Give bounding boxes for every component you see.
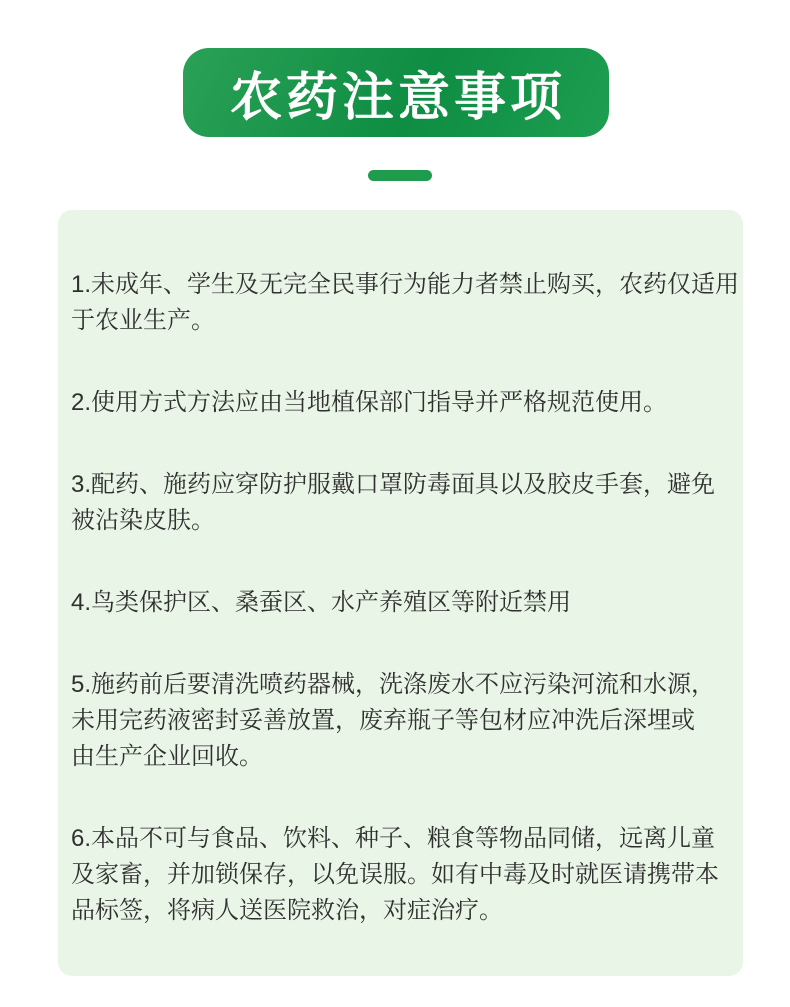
notice-line: 被沾染皮肤。 (71, 507, 215, 534)
notice-line: 5.施药前后要清洗喷药器械，洗涤废水不应污染河流和水源， (71, 671, 716, 698)
page-title: 农药注意事项 (229, 69, 566, 127)
notice-line: 由生产企业回收。 (71, 743, 263, 770)
notice-line: 1.未成年、学生及无完全民事行为能力者禁止购买，农药仅适用 (71, 271, 740, 298)
notice-line: 4.鸟类保护区、桑蚕区、水产养殖区等附近禁用 (71, 589, 572, 616)
notice-line: 未用完药液密封妥善放置，废弃瓶子等包材应冲洗后深埋或 (71, 707, 695, 734)
notice-item-2 (71, 385, 737, 421)
notice-line: 及家畜，并加锁保存，以免误服。如有中毒及时就医请携带本 (71, 861, 719, 888)
notice-item-3 (71, 467, 737, 539)
notice-line: 3.配药、施药应穿防护服戴口罩防毒面具以及胶皮手套，避免 (71, 471, 716, 498)
notice-item-4 (71, 585, 737, 621)
title-banner (183, 48, 609, 137)
notice-item-5 (71, 667, 737, 775)
notice-panel (58, 210, 743, 976)
notice-line: 2.使用方式方法应由当地植保部门指导并严格规范使用。 (71, 389, 668, 416)
notice-item-6 (71, 821, 737, 929)
divider-dash (368, 170, 432, 181)
notice-line: 于农业生产。 (71, 307, 215, 334)
notice-line: 6.本品不可与食品、饮料、种子、粮食等物品同储，远离儿童 (71, 825, 716, 852)
notice-item-1 (71, 267, 740, 339)
notice-line: 品标签，将病人送医院救治，对症治疗。 (71, 897, 503, 924)
